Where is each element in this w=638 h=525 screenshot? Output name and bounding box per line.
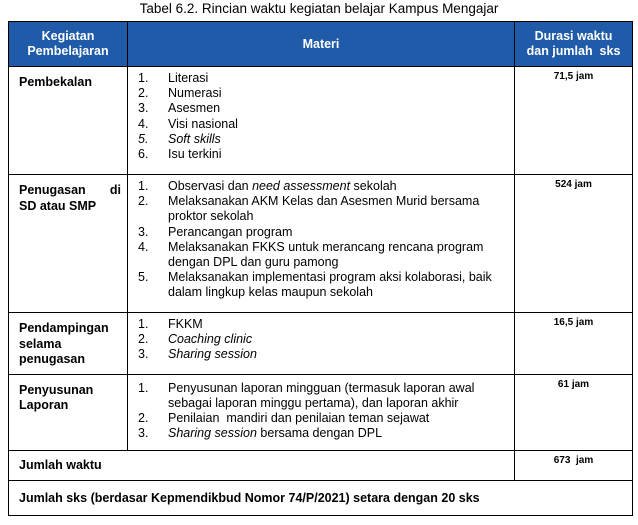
category-penyusunan: Penyusunan Laporan bbox=[9, 374, 128, 450]
materials-cell bbox=[128, 313, 515, 375]
list-item: 2. Penilaian mandiri dan penilaian teman sejawat bbox=[138, 410, 430, 425]
table-row bbox=[9, 67, 633, 175]
materials-cell bbox=[128, 175, 515, 313]
duration-value: 71,5 jam bbox=[515, 67, 633, 175]
footer-row bbox=[9, 480, 633, 515]
list-item: 1. FKKM bbox=[138, 317, 203, 331]
materials-cell bbox=[128, 67, 515, 175]
list-item: 1. Observasi dan need assessment sekolah bbox=[138, 179, 397, 193]
total-value: 673 jam bbox=[515, 450, 633, 480]
list-item: 1. Literasi bbox=[138, 71, 209, 85]
duration-value: 61 jam bbox=[515, 374, 633, 450]
header-kegiatan: Kegiatan Pembelajaran bbox=[9, 22, 128, 67]
table-caption: Tabel 6.2. Rincian waktu kegiatan belajar Kampus Mengajar bbox=[139, 1, 499, 16]
category-penugasan: Penugasan di SD atau SMP bbox=[9, 175, 128, 313]
list-item: 5. Melaksanakan implementasi program aksi kolaborasi, baik dalam lingkup kelas maupun sekolah bbox=[138, 270, 492, 300]
table-header-row bbox=[9, 22, 633, 67]
list-item: 1. Penyusunan laporan mingguan (termasuk laporan awal sebagai laporan minggu pertama), dan laporan akhir bbox=[138, 380, 475, 410]
list-item: 2. Coaching clinic bbox=[138, 332, 253, 347]
materials-cell bbox=[128, 374, 515, 450]
list-item: 2. Numerasi bbox=[138, 86, 222, 101]
header-materi: Materi bbox=[128, 22, 515, 67]
table-row bbox=[9, 313, 633, 375]
duration-value: 16,5 jam bbox=[515, 313, 633, 375]
category-pembekalan: Pembekalan bbox=[9, 67, 128, 175]
activity-time-table bbox=[8, 21, 633, 516]
sks-note: Jumlah sks (berdasar Kepmendikbud Nomor 74/P/2021) setara dengan 20 sks bbox=[9, 480, 633, 515]
list-item: 3. Sharing session bbox=[138, 347, 257, 362]
table-row bbox=[9, 374, 633, 450]
header-durasi: Durasi waktu dan jumlah sks bbox=[515, 22, 633, 67]
list-item: 4. Visi nasional bbox=[138, 116, 238, 131]
total-row bbox=[9, 450, 633, 480]
total-label: Jumlah waktu bbox=[9, 450, 515, 480]
list-item: 4. Melaksanakan FKKS untuk merancang rencana program dengan DPL dan guru pamong bbox=[138, 239, 484, 270]
list-item: 2. Melaksanakan AKM Kelas dan Asesmen Murid bersama proktor sekolah bbox=[138, 194, 480, 224]
list-item: 3. Perancangan program bbox=[138, 224, 293, 239]
category-pendampingan: Pendampingan selama penugasan bbox=[9, 313, 128, 375]
list-item: 6. Isu terkini bbox=[138, 147, 222, 162]
duration-value: 524 jam bbox=[515, 175, 633, 313]
table-row bbox=[9, 175, 633, 313]
list-item: 3. Sharing session bersama dengan DPL bbox=[138, 426, 383, 441]
list-item: 5. Soft skills bbox=[138, 131, 221, 146]
list-item: 3. Asesmen bbox=[138, 101, 221, 116]
